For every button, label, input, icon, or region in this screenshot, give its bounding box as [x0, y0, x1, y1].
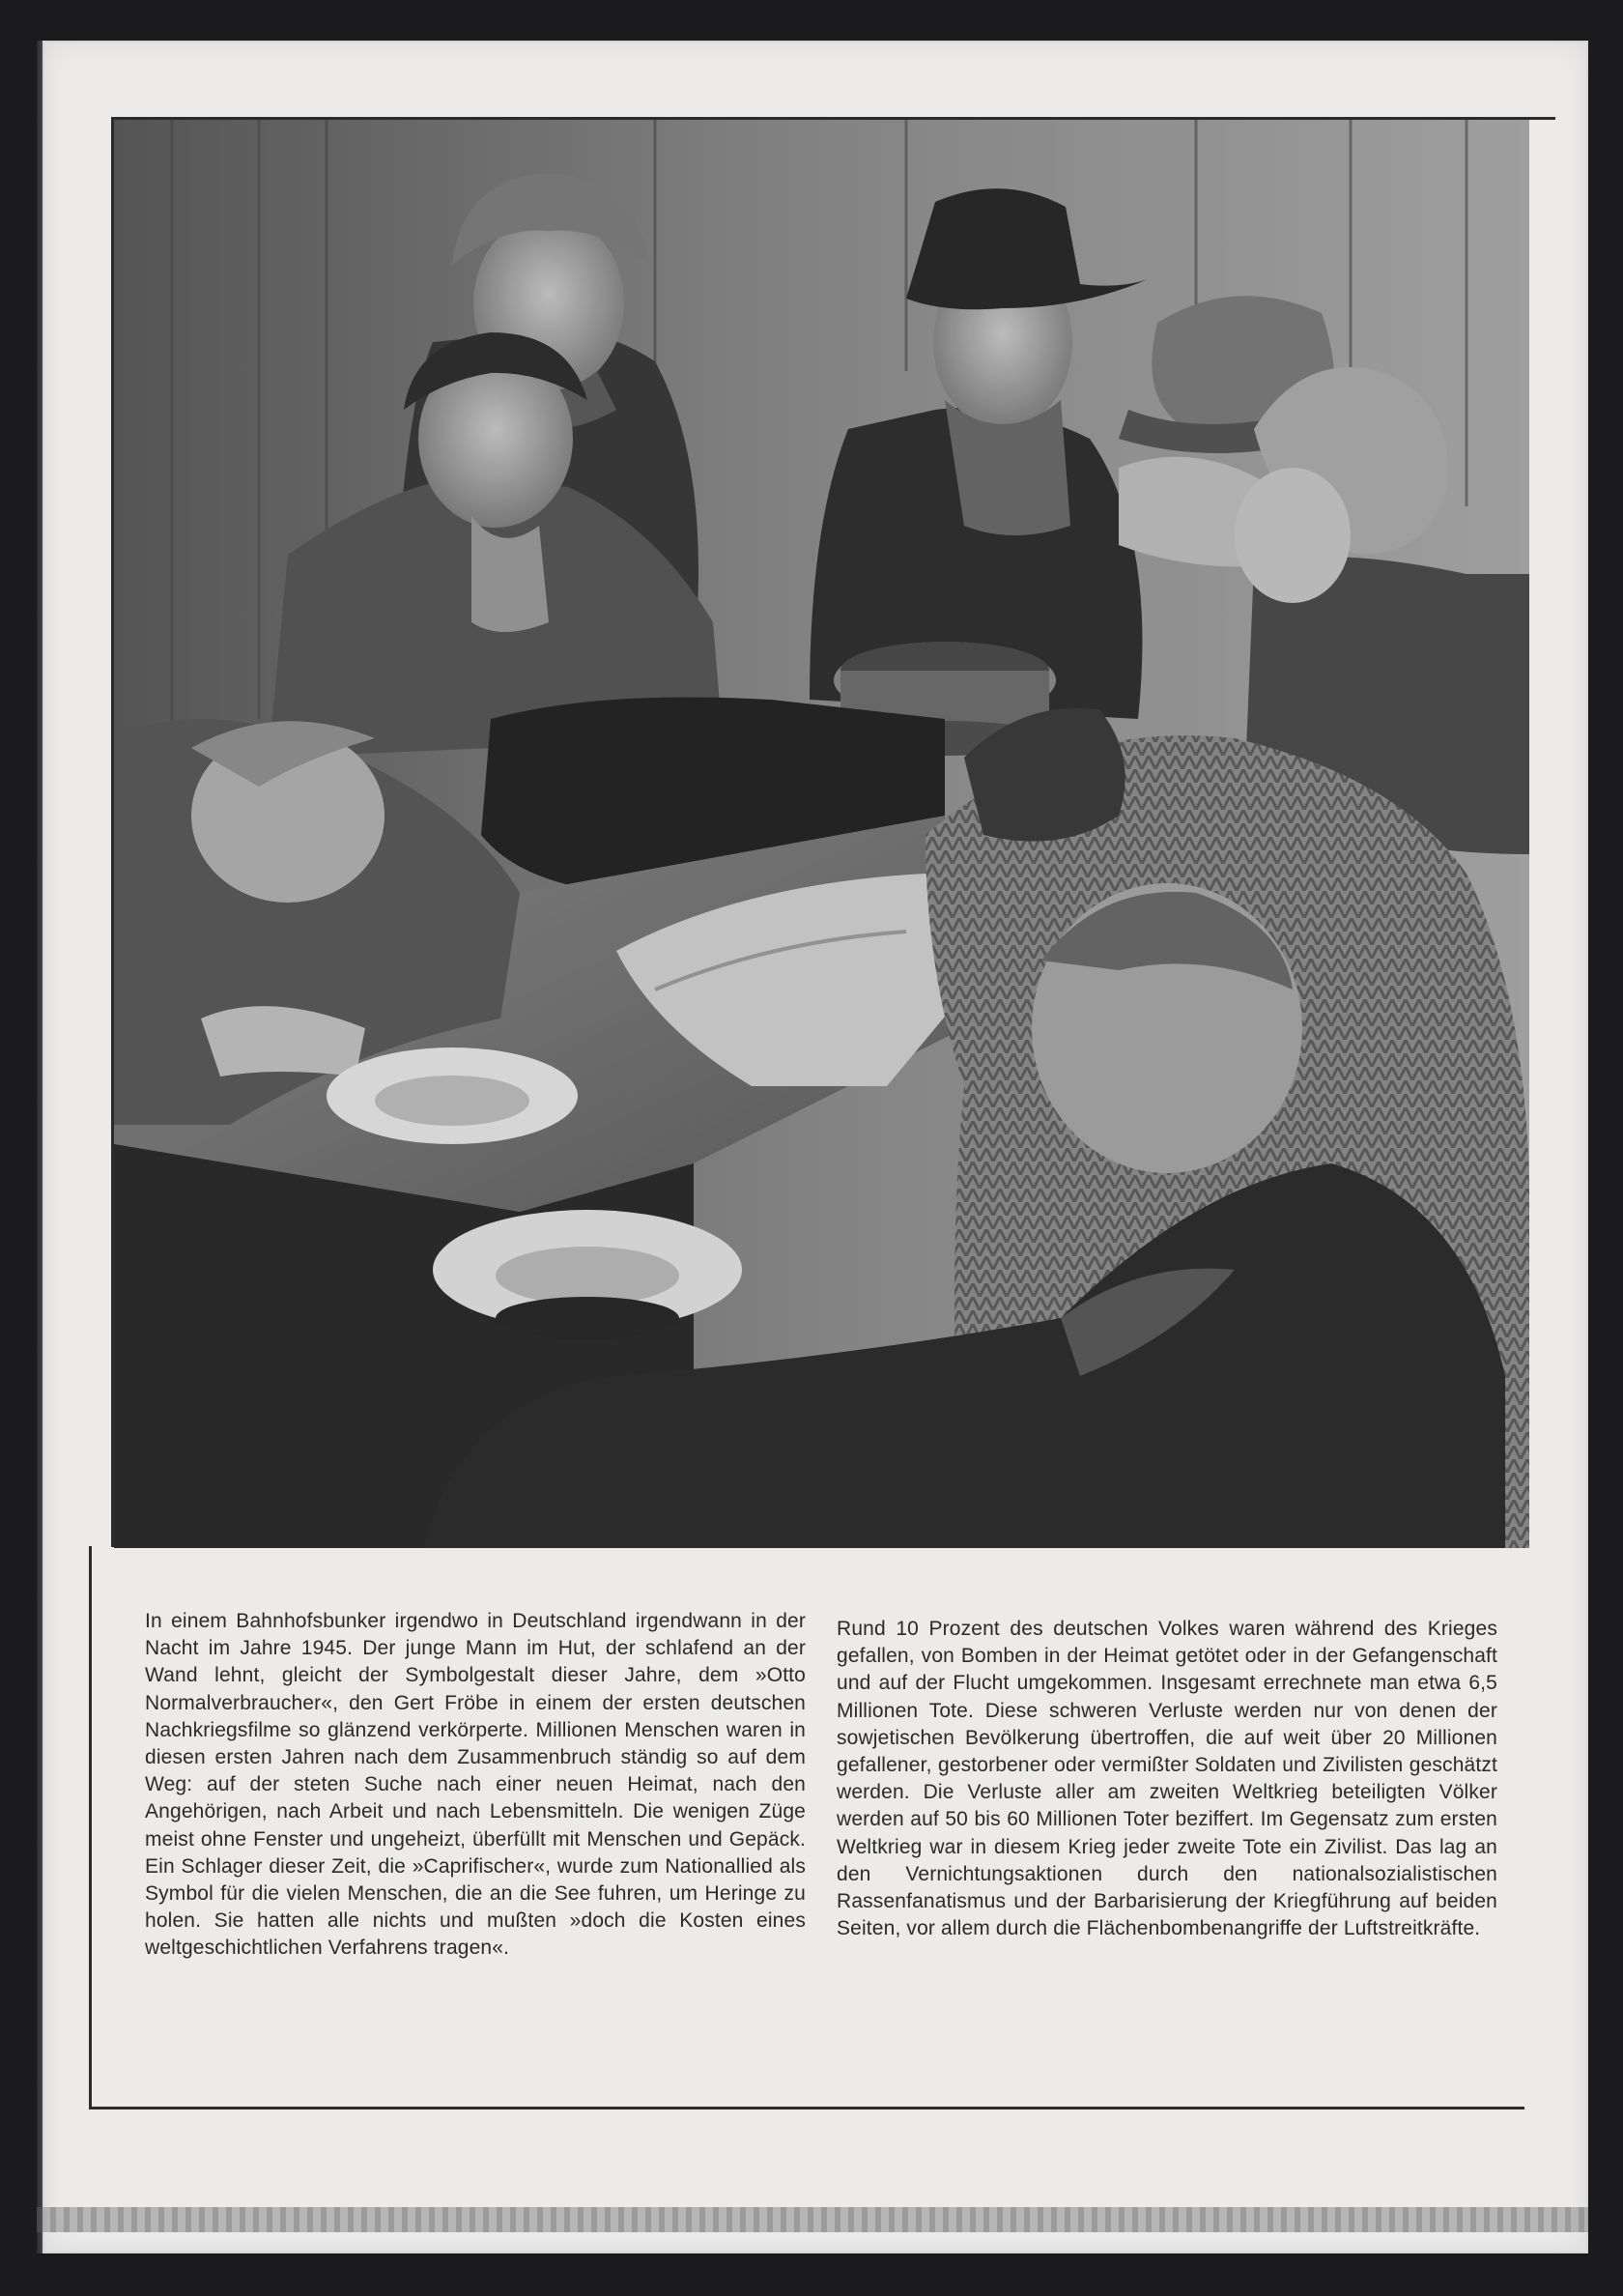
- frame-line-left-lower: [89, 1546, 92, 2109]
- album-sleeve-edge: [37, 2207, 1588, 2232]
- caption-left-column: In einem Bahnhofsbunker irgendwo in Deutschland irgendwann in der Nacht im Jahre 1945. Der junge Mann im Hut, der schlafend an der Wand lehnt, gleicht der Symbolgestalt dieser Jahre, dem »Otto Normalverbraucher«, den Gert Fröbe in einem der ersten deutschen Nachkriegsfilme so glänzend verkörperte. Millionen Menschen waren in diesen ersten Jahren nach dem Zusammenbruch ständig so auf dem Weg: auf der steten Suche nach einer neuen Heimat, nach den Angehörigen, nach Arbeit und nach Lebensmitteln. Die wenigen Züge meist ohne Fenster und ungeheizt, überfüllt mit Menschen und Gepäck. Ein Schlager dieser Zeit, die »Caprifischer«, wurde zum Nationallied als Symbol für die vielen Menschen, die an die See fuhren, um Heringe zu holen. Sie hatten alle nichts und mußten »doch die Kosten eines weltgeschichtlichen Verfahrens tragen«.: [145, 1610, 806, 1960]
- photograph-image: [114, 120, 1529, 1548]
- caption-right-column: Rund 10 Prozent des deutschen Volkes waren während des Krieges gefallen, von Bomben in der Heimat getötet oder in der Gefangenschaft und auf der Flucht umgekommen. Insgesamt errechnete man etwa 6,5 Millionen Tote. Diese schweren Verluste werden nur von denen der sowjetischen Bevölkerung übertroffen, die auf weit über 20 Millionen gefallener, gestorbener oder vermißter Soldaten und Zivilisten geschätzt werden. Die Verluste aller am zweiten Weltkrieg beteiligten Völker werden auf 50 bis 60 Millionen Toter beziffert. Im Gegensatz zum ersten Weltkrieg war in diesem Krieg jeder zweite Tote ein Zivilist. Das lag an den Vernichtungsaktionen durch den nationalsozialistischen Rassenfanatismus und der Barbarisierung der Kriegführung auf beiden Seiten, vor allem durch die Flächenbombenangriffe der Luftstreitkräfte.: [837, 1618, 1497, 1940]
- frame-line-bottom: [89, 2107, 1524, 2109]
- historical-photograph: [114, 120, 1529, 1548]
